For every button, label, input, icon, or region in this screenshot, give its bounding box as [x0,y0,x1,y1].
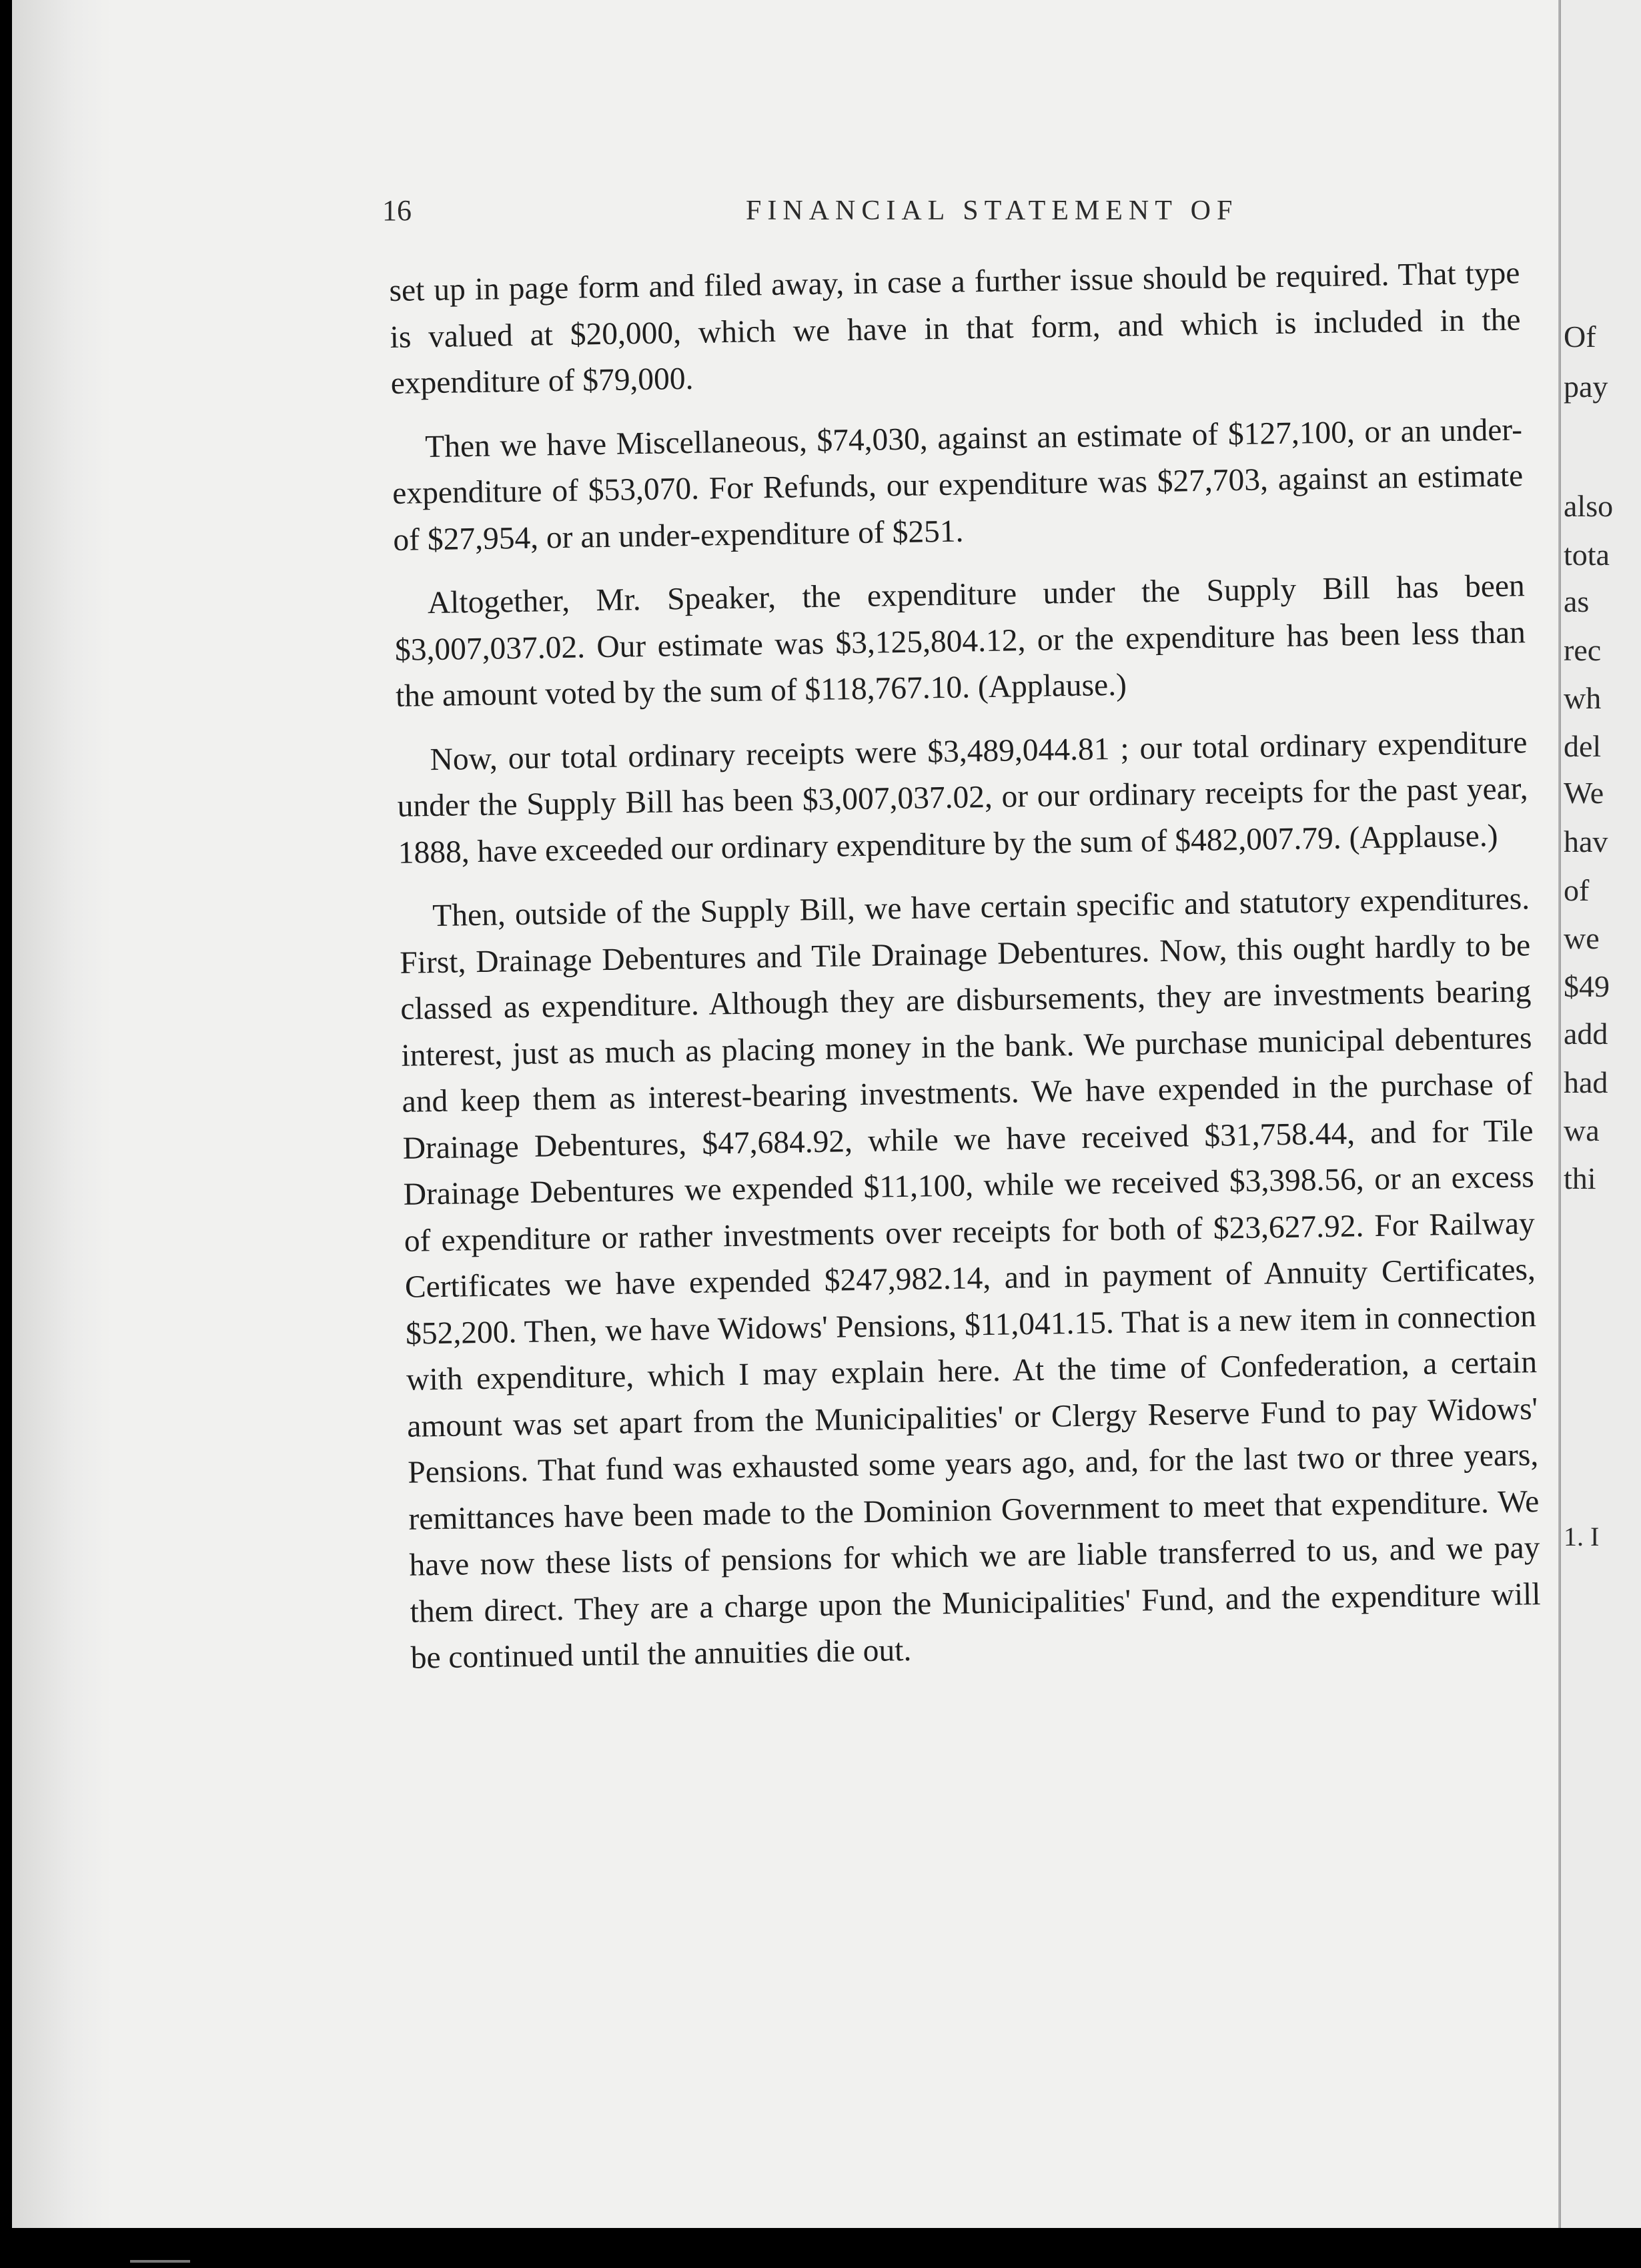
facing-page-fragment: had [1564,1065,1608,1099]
facing-page-fragment: pay [1564,370,1608,404]
facing-page-fragment: $49 [1564,969,1610,1003]
facing-page-fragment: del [1564,729,1602,763]
running-head: FINANCIAL STATEMENT OF [746,195,1239,226]
paragraph: Then, outside of the Supply Bill, we have certain specific and statutory expenditures. First, Drainage Debentures and Tile Drainage Debentures. Now, this ought hardly to be classed as expenditure. Although they are disbursements, they are investments bearing interest, just as much as placing money in the bank. We purchase municipal debentures and keep them as interest-bearing investments. We have expended in the purchase of Drainage Debentures, $47,684.92, while we have received $31,758.44, and for Tile Drainage Debentures we expended $11,100, while we received $3,398.56, or an excess of expenditure or rather investments over receipts for both of $23,627.92. For Railway Certificates we have expended $247,982.14, and in payment of Annuity Certificates, $52,200. Then, we have Widows' Pensions, $11,041.15. That is a new item in connection with expenditure, which I may explain here. At the time of Confederation, a certain amount was set apart from the Municipalities' or Clergy Reserve Fund to pay Widows' Pensions. That fund was exhausted some years ago, and, for the last two or three years, remittances have been made to the Dominion Government to meet that expenditure. We have now these lists of pensions for which we are liable transferred to us, and we pay them direct. They are a charge upon the Municipalities' Fund, and the expenditure will be continued until the annuities die out. [399,881,1541,1676]
facing-page-fragment: tota [1564,538,1610,572]
facing-page-fragment: Of [1564,320,1596,354]
scan-artifact [130,2260,190,2263]
facing-page-fragment: wa [1564,1113,1600,1147]
page-edge-shadow [12,0,112,2228]
facing-page-fragment: rec [1564,633,1602,667]
paragraph: Then we have Miscellaneous, $74,030, against an estimate of $127,100, or an under-expenditure of $53,070. For Refunds, our expenditure was $27,703, against an estimate of $27,954, or an under-expenditure of $251. [392,412,1524,558]
page-number: 16 [382,194,412,227]
facing-page-fragment: as [1564,584,1590,618]
facing-page-fragment: 1. I [1564,1522,1600,1552]
paragraph: Now, our total ordinary receipts were $3,489,044.81 ; our total ordinary expenditure under the Supply Bill has been $3,007,037.02, or our ordinary receipts for the past year, 1888, have exceeded our ordinary expenditure by the sum of $482,007.79. (Applause.) [397,724,1528,871]
paragraph: Altogether, Mr. Speaker, the expenditure under the Supply Bill has been $3,007,037.02. Our estimate was $3,125,804.12, or the expenditure has been less than the amount voted by the sum of $118,767.10. (Applause.) [394,568,1526,714]
facing-page-fragment: We [1564,776,1604,810]
facing-page-fragment: we [1564,921,1600,955]
body-text [389,250,1542,1699]
facing-page-fragment: of [1564,873,1590,907]
facing-page-fragment: also [1564,489,1614,523]
facing-page-edge [1561,0,1641,2228]
facing-page-fragment: add [1564,1017,1608,1051]
facing-page-fragment: thi [1564,1161,1596,1195]
scan-border [0,2228,1641,2268]
facing-page-fragment: hav [1564,824,1608,859]
facing-page-fragment: wh [1564,681,1602,715]
paragraph: set up in page form and filed away, in case a further issue should be required. That type is valued at $20,000, which we have in that form, and which is included in the expenditure of $79,000. [389,255,1521,401]
book-page [12,0,1561,2228]
